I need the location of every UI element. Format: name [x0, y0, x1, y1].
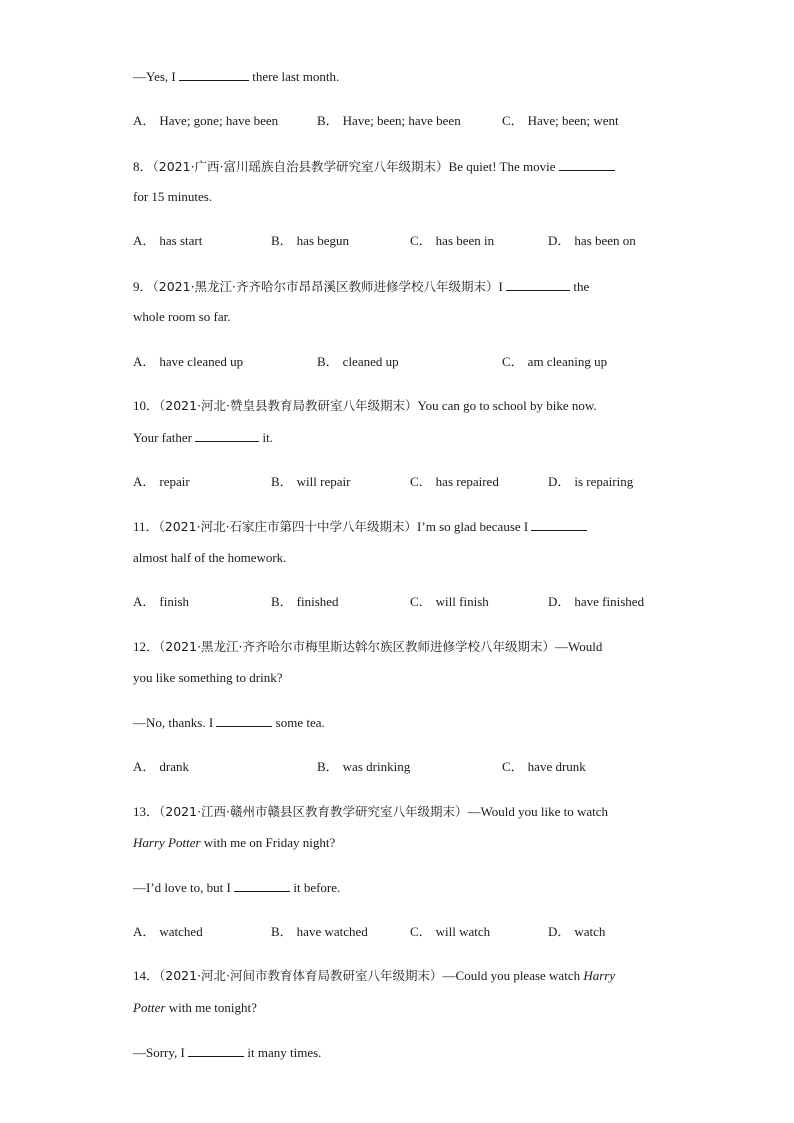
- q12-option-b[interactable]: B． was drinking: [317, 759, 411, 774]
- q11-option-b[interactable]: B． finished: [271, 594, 339, 609]
- q11-number: 11．: [133, 519, 159, 534]
- q7-answer-post: there last month.: [249, 69, 340, 84]
- q7-option-a[interactable]: A． Have; gone; have been: [133, 113, 279, 128]
- q7-answer-line: [133, 67, 339, 85]
- q7-answer-pre: —Yes, I: [133, 69, 179, 84]
- q11-option-c[interactable]: C． will finish: [410, 594, 489, 609]
- q9-source: （2021·黑龙江·齐齐哈尔市昂昂溪区教师进修学校八年级期末）: [152, 279, 499, 294]
- q8-option-d[interactable]: D． has been on: [548, 233, 636, 248]
- q10-source: （2021·河北·赞皇县教育局教研室八年级期末）: [159, 398, 418, 413]
- q13-stem: 13．（2021·江西·赣州市赣县区教育教学研究室八年级期末）—Would you like to watch: [133, 804, 609, 819]
- q8-stem-cont: for 15 minutes.: [133, 189, 213, 204]
- q13-option-d[interactable]: D． watch: [548, 924, 606, 939]
- q13-option-a[interactable]: A． watched: [133, 924, 203, 939]
- q11-stem: 11．（2021·河北·石家庄市第四十中学八年级期末）I’m so glad because I: [133, 517, 587, 535]
- q9-stem-cont: whole room so far.: [133, 309, 231, 324]
- q11-stem-cont: almost half of the homework.: [133, 550, 287, 565]
- q9-stem: 9．（2021·黑龙江·齐齐哈尔市昂昂溪区教师进修学校八年级期末）I the: [133, 279, 590, 294]
- q8-stem: 8．（2021·广西·富川瑶族自治县教学研究室八年级期末）Be quiet! The movie: [133, 157, 615, 175]
- q8-number: 8．: [133, 159, 153, 174]
- q10-option-d[interactable]: D． is repairing: [548, 474, 634, 489]
- q13-stem-cont: Harry Potter with me on Friday night?: [133, 835, 336, 850]
- q10-number: 10．: [133, 398, 160, 413]
- q14-answer-line: —Sorry, I it many times.: [133, 1045, 322, 1060]
- q9-blank[interactable]: [506, 277, 570, 291]
- q14-title-part2: Potter: [133, 1000, 166, 1015]
- q10-stem-cont: Your father it.: [133, 430, 273, 445]
- q9-option-c[interactable]: C． am cleaning up: [502, 354, 608, 369]
- q11-source: （2021·河北·石家庄市第四十中学八年级期末）: [158, 519, 418, 534]
- q10-option-c[interactable]: C． has repaired: [410, 474, 499, 489]
- q13-source: （2021·江西·赣州市赣县区教育教学研究室八年级期末）: [159, 804, 468, 819]
- q12-number: 12．: [133, 639, 160, 654]
- q13-number: 13．: [133, 804, 160, 819]
- q7-option-c[interactable]: C． Have; been; went: [502, 113, 619, 128]
- q14-blank[interactable]: [188, 1043, 244, 1057]
- q9-option-b[interactable]: B． cleaned up: [317, 354, 399, 369]
- q8-option-b[interactable]: B． has begun: [271, 233, 350, 248]
- q7-option-b[interactable]: B． Have; been; have been: [317, 113, 461, 128]
- q12-source: （2021·黑龙江·齐齐哈尔市梅里斯达斡尔族区教师进修学校八年级期末）: [159, 639, 556, 654]
- q10-option-a[interactable]: A． repair: [133, 474, 190, 489]
- q8-option-c[interactable]: C． has been in: [410, 233, 495, 248]
- q12-blank[interactable]: [216, 713, 272, 727]
- q12-answer-line: —No, thanks. I some tea.: [133, 715, 325, 730]
- q11-option-d[interactable]: D． have finished: [548, 594, 645, 609]
- q14-stem: 14．（2021·河北·河间市教育体育局教研室八年级期末）—Could you please watch Harry: [133, 968, 616, 983]
- q8-option-a[interactable]: A． has start: [133, 233, 203, 248]
- q10-stem: 10．（2021·河北·赞皇县教育局教研室八年级期末）You can go to school by bike now.: [133, 398, 597, 413]
- q12-stem-cont: you like something to drink?: [133, 670, 283, 685]
- q13-option-b[interactable]: B． have watched: [271, 924, 368, 939]
- q10-option-b[interactable]: B． will repair: [271, 474, 351, 489]
- q8-blank[interactable]: [559, 157, 615, 171]
- q13-option-c[interactable]: C． will watch: [410, 924, 491, 939]
- q11-option-a[interactable]: A． finish: [133, 594, 190, 609]
- q14-source: （2021·河北·河间市教育体育局教研室八年级期末）: [159, 968, 443, 983]
- q10-blank[interactable]: [195, 428, 259, 442]
- q13-title: Harry Potter: [133, 835, 201, 850]
- q12-stem: 12．（2021·黑龙江·齐齐哈尔市梅里斯达斡尔族区教师进修学校八年级期末）—Would: [133, 639, 603, 654]
- q14-stem-cont: Potter with me tonight?: [133, 1000, 257, 1015]
- q7-blank[interactable]: [179, 67, 249, 81]
- q14-number: 14．: [133, 968, 160, 983]
- q11-blank[interactable]: [531, 517, 587, 531]
- q9-number: 9．: [133, 279, 153, 294]
- q14-title-part1: Harry: [583, 968, 616, 983]
- q13-blank[interactable]: [234, 878, 290, 892]
- q12-option-a[interactable]: A． drank: [133, 759, 189, 774]
- q9-option-a[interactable]: A． have cleaned up: [133, 354, 244, 369]
- q8-source: （2021·广西·富川瑶族自治县教学研究室八年级期末）: [152, 159, 449, 174]
- q12-option-c[interactable]: C． have drunk: [502, 759, 586, 774]
- q13-answer-line: —I’d love to, but I it before.: [133, 880, 341, 895]
